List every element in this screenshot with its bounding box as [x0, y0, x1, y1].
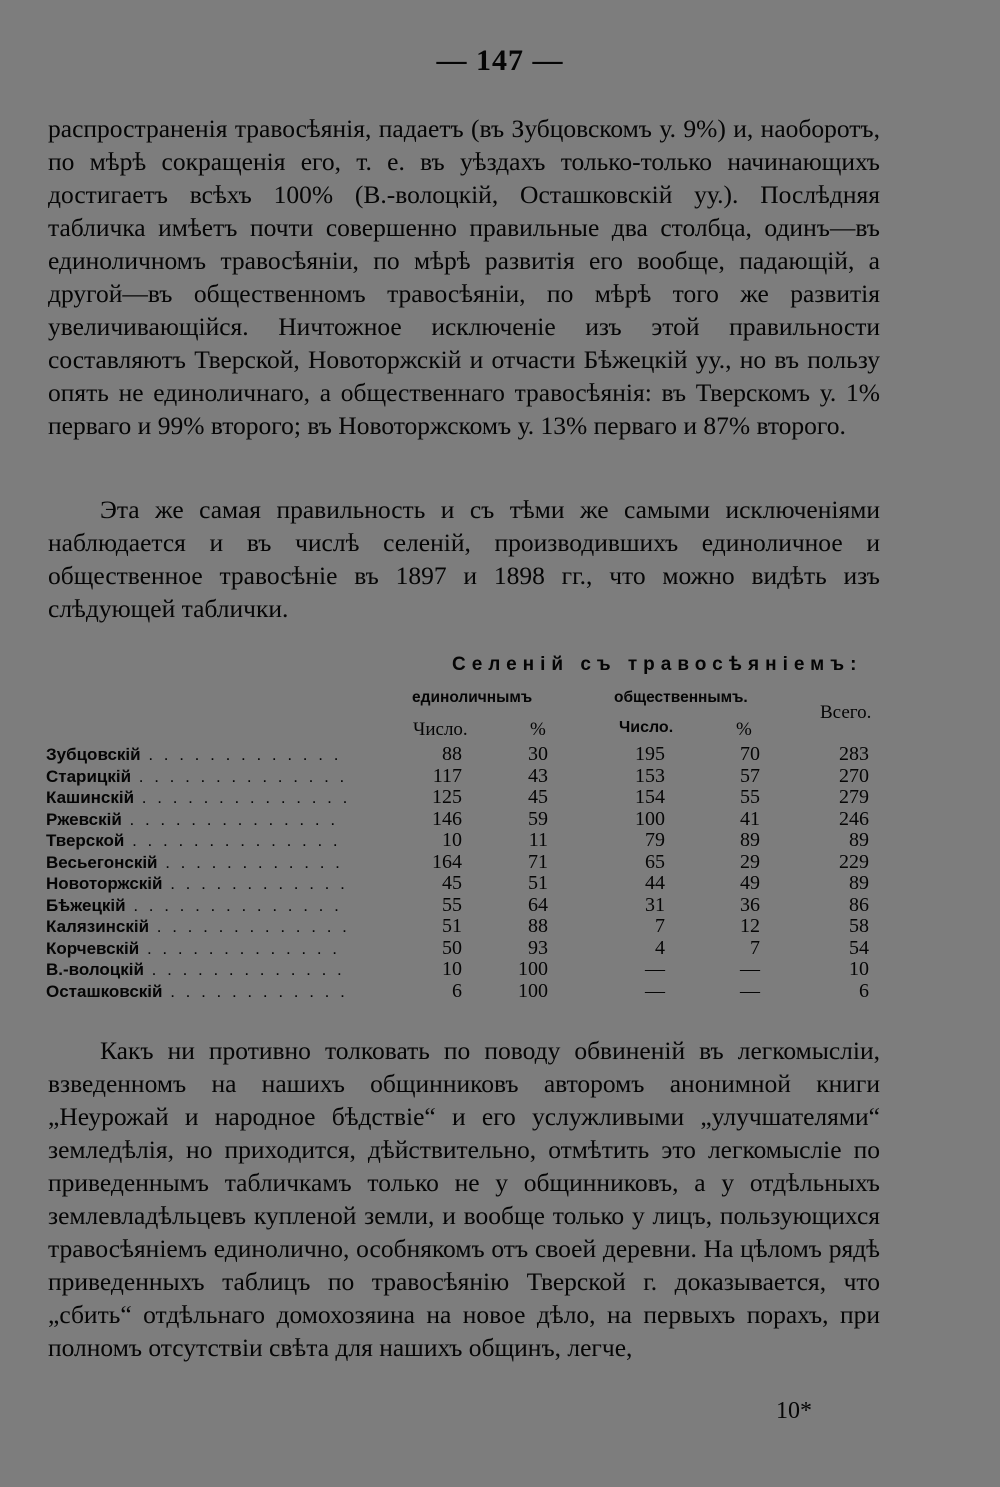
header-communal: общественнымъ. [614, 689, 748, 706]
district-name: Весьегонскій . . . [46, 852, 346, 874]
cell-communal-percent: 29 [740, 850, 760, 873]
cell-total: 58 [849, 915, 869, 937]
cell-individual-count: 55 [442, 893, 462, 916]
cell-total: 54 [849, 936, 869, 959]
district-name: Старицкій . . . [46, 766, 346, 788]
table-row [0, 744, 1000, 766]
cell-communal-percent: 70 [740, 743, 760, 765]
cell-total: 6 [859, 979, 869, 1002]
district-name: Тверской . . . [46, 830, 346, 852]
table-row [0, 766, 1000, 788]
cell-total: 86 [849, 893, 869, 916]
cell-individual-count: 117 [432, 764, 462, 787]
cell-individual-percent: 100 [518, 958, 548, 980]
cell-communal-count: 65 [645, 850, 665, 873]
district-name: Ржевскій . . . [46, 809, 346, 831]
paragraph-3: Какъ ни противно толковать по поводу обвиненій въ легкомысліи, взведенномъ на нашихъ общинниковъ авторомъ анонимной книги „Неурожай и народное бѣдствіе“ и его услужливыми „улучшателями“ земледѣлія, но приходится, дѣйствительно, отмѣтить это легкомысліе по приведеннымъ табличкамъ только не у общинниковъ, а у отдѣльныхъ землевладѣльцевъ купленой земли, и вообще только у лицъ, пользующихся травосѣяніемъ единолично, особнякомъ отъ своей деревни. На цѣломъ рядѣ приведенныхъ таблицъ по травосѣянію Тверской г. доказывается, что „сбить“ отдѣльнаго домохозяина на новое дѣло, на первыхъ порахъ, при полномъ отсутствіи свѣта для нашихъ общинъ, легче, [48, 1036, 880, 1362]
table-title: Селеній съ травосѣяніемъ: [452, 654, 863, 675]
table-row [0, 830, 1000, 852]
table-row [0, 959, 1000, 981]
header-percent-individual: % [530, 719, 546, 740]
cell-individual-count: 51 [442, 915, 462, 937]
district-name: В.-волоцкій . . . [46, 959, 346, 981]
cell-communal-count: 7 [655, 915, 665, 937]
cell-communal-count: 44 [645, 872, 665, 894]
cell-individual-percent: 93 [528, 936, 548, 959]
cell-total: 246 [839, 807, 869, 830]
cell-communal-count: 4 [655, 936, 665, 959]
cell-communal-count: 100 [635, 807, 665, 830]
header-count-communal: Число. [619, 719, 674, 736]
cell-communal-percent: 55 [740, 786, 760, 808]
cell-individual-percent: 59 [528, 807, 548, 830]
cell-individual-count: 6 [452, 979, 462, 1002]
table-row [0, 787, 1000, 809]
cell-individual-count: 10 [442, 829, 462, 851]
header-count-individual: Число. [413, 719, 468, 740]
page-number: — 147 — [436, 44, 564, 77]
district-name: Новоторжскій . . . [46, 873, 346, 895]
cell-communal-percent: — [740, 979, 760, 1002]
header-individual: единоличнымъ [412, 689, 533, 706]
table-row [0, 895, 1000, 917]
cell-communal-percent: — [740, 958, 760, 980]
paragraph-1: распространенія травосѣянія, падаетъ (въ Зубцовскомъ у. 9%) и, наоборотъ, по мѣрѣ сокращенія его, т. е. въ уѣздахъ только-только начинающихъ достигаетъ всѣхъ 100% (В.-волоцкій, Осташковскій уу.). Послѣдняя табличка имѣетъ почти совершенно правильные два столбца, одинъ—въ единоличномъ травосѣяніи, по мѣрѣ развитія его вообще, падающій, а другой—въ общественномъ травосѣяніи, по мѣрѣ того же развитія увеличивающійся. Ничтожное исключеніе изъ этой правильности составляютъ Тверской, Новоторжскій и отчасти Бѣжецкій уу., но въ пользу опять не единоличнаго, а общественнаго травосѣянія: въ Тверскомъ у. 1% перваго и 99% второго; въ Новоторжскомъ у. 13% перваго и 87% второго. [48, 114, 880, 440]
cell-individual-percent: 11 [528, 829, 548, 851]
cell-individual-count: 10 [442, 958, 462, 980]
cell-individual-count: 164 [432, 850, 462, 873]
district-name: Кашинскій . . . [46, 787, 346, 809]
cell-individual-percent: 88 [528, 915, 548, 937]
cell-communal-count: 195 [635, 743, 665, 765]
cell-individual-percent: 43 [528, 764, 548, 787]
cell-total: 89 [849, 872, 869, 894]
cell-communal-count: 31 [645, 893, 665, 916]
cell-individual-count: 146 [432, 807, 462, 830]
cell-communal-percent: 12 [740, 915, 760, 937]
district-name: Корчевскій . . . [46, 938, 346, 960]
cell-total: 89 [849, 829, 869, 851]
table-row [0, 809, 1000, 831]
cell-individual-count: 50 [442, 936, 462, 959]
cell-total: 229 [839, 850, 869, 873]
district-name: Зубцовскій . . . [46, 744, 346, 766]
cell-total: 10 [849, 958, 869, 980]
cell-individual-percent: 64 [528, 893, 548, 916]
district-name: Бѣжецкій . . . [46, 895, 346, 917]
district-name: Калязинскій . . . [46, 916, 346, 938]
cell-individual-percent: 45 [528, 786, 548, 808]
cell-individual-count: 125 [432, 786, 462, 808]
cell-communal-count: — [645, 958, 665, 980]
cell-communal-count: 79 [645, 829, 665, 851]
cell-individual-percent: 100 [518, 979, 548, 1002]
cell-individual-percent: 71 [528, 850, 548, 873]
cell-total: 283 [839, 743, 869, 765]
cell-communal-percent: 49 [740, 872, 760, 894]
cell-communal-percent: 36 [740, 893, 760, 916]
cell-communal-percent: 7 [750, 936, 760, 959]
cell-total: 279 [839, 786, 869, 808]
district-name: Осташковскій . . . [46, 981, 346, 1003]
cell-individual-percent: 30 [528, 743, 548, 765]
cell-communal-percent: 57 [740, 764, 760, 787]
table-row [0, 938, 1000, 960]
paragraph-2: Эта же самая правильность и съ тѣми же самыми исключеніями наблюдается и въ числѣ селеній, производившихъ единоличное и общественное травосѣніе въ 1897 и 1898 гг., что можно видѣть изъ слѣдующей таблички. [48, 495, 880, 623]
header-total: Всего. [820, 702, 872, 723]
table-body [0, 744, 1000, 1002]
signature-mark: 10* [776, 1398, 812, 1424]
table-row [0, 916, 1000, 938]
cell-communal-percent: 89 [740, 829, 760, 851]
cell-individual-percent: 51 [528, 872, 548, 894]
cell-communal-percent: 41 [740, 807, 760, 830]
table-row [0, 981, 1000, 1003]
cell-individual-count: 88 [442, 743, 462, 765]
cell-total: 270 [839, 764, 869, 787]
cell-communal-count: 153 [635, 764, 665, 787]
cell-communal-count: 154 [635, 786, 665, 808]
header-percent-communal: % [736, 719, 752, 740]
table-row [0, 873, 1000, 895]
cell-individual-count: 45 [442, 872, 462, 894]
table-row [0, 852, 1000, 874]
cell-communal-count: — [645, 979, 665, 1002]
